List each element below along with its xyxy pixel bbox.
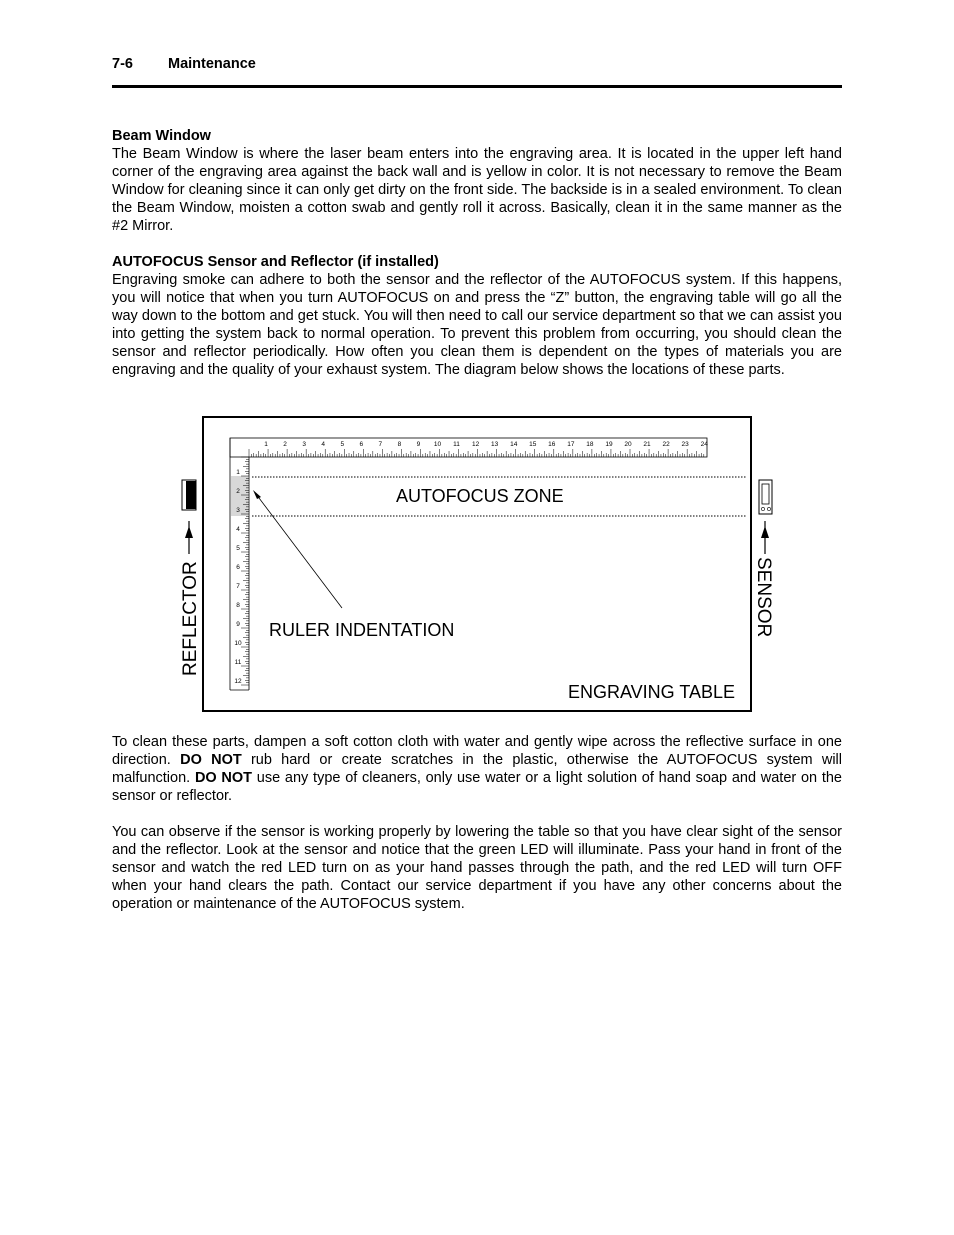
ruler-label: 14 <box>510 441 518 448</box>
header-rule <box>112 85 842 88</box>
beam-window-text: The Beam Window is where the laser beam enters into the engraving area. It is located in the upper left hand corner of the engraving area against the back wall and is yellow in color. It is not necessary to remove the Beam Window for cleaning since it can only get dirty on the front side. The backside is in a sealed environment. To clean the Beam Window, moisten a cotton swab and gently roll it across. Basically, clean it in the same manner as the #2 Mirror. <box>112 146 842 234</box>
ruler-label: 4 <box>321 441 326 448</box>
engraving-table-label: ENGRAVING TABLE <box>568 682 736 702</box>
ruler-label: 7 <box>236 583 240 590</box>
engraving-area-frame <box>203 417 751 711</box>
do-not-warning: DO NOT <box>194 770 253 786</box>
ruler-label: 1 <box>236 469 240 476</box>
ruler-label: 23 <box>681 441 689 448</box>
cleaning-text-c: use any type of cleaners, only use water or a light solution of hand soap and water on the sensor or reflector. <box>112 770 842 804</box>
ruler-label: 10 <box>234 640 242 647</box>
ruler-label: 7 <box>378 441 383 448</box>
ruler-label: 4 <box>236 526 240 533</box>
section-title: Maintenance <box>168 56 256 72</box>
ruler-label: 5 <box>340 441 345 448</box>
sensor-arrow <box>761 526 769 538</box>
cleaning-text-a: To clean these parts, dampen a soft cotton cloth with water and gently wipe across the reflective surface in one direction. <box>112 734 842 768</box>
ruler-label: 12 <box>471 441 480 448</box>
autofocus-diagram <box>176 414 776 716</box>
ruler-label: 3 <box>302 441 306 448</box>
ruler-label: 13 <box>491 441 499 448</box>
ruler-label: 12 <box>234 678 242 685</box>
page-content <box>112 127 842 379</box>
ruler-label: 17 <box>567 441 575 448</box>
autofocus-zone-label: AUTOFOCUS ZONE <box>396 486 564 506</box>
ruler-label: 1 <box>264 441 268 448</box>
ruler-label: 19 <box>605 441 613 448</box>
cleaning-text-b: rub hard or create scratches in the plastic, otherwise the AUTOFOCUS system will malfunction. <box>112 752 842 786</box>
ruler-label: 11 <box>453 441 460 448</box>
sensor-label: SENSOR <box>753 557 774 638</box>
ruler-label: 11 <box>234 659 242 666</box>
ruler-label: 21 <box>643 441 651 448</box>
ruler-label: 2 <box>283 441 287 448</box>
ruler-label: 6 <box>359 441 364 448</box>
reflector-label: REFLECTOR <box>180 561 201 676</box>
ruler-label: 9 <box>236 621 240 628</box>
reflector-arrow <box>185 526 193 538</box>
ruler-label: 10 <box>433 441 442 448</box>
page-number: 7-6 <box>112 56 133 72</box>
ruler-label: 16 <box>548 441 556 448</box>
ruler-label: 6 <box>236 564 240 571</box>
ruler-indentation-label: RULER INDENTATION <box>269 620 455 640</box>
autofocus-heading: AUTOFOCUS Sensor and Reflector (if installed) <box>112 254 439 270</box>
cleaning-content <box>112 733 842 913</box>
sensor-test-instructions: You can observe if the sensor is working properly by lowering the table so that you have clear sight of the sensor and the reflector. Look at the sensor and notice that the green LED will illuminate. Pass your hand in front of the sensor and watch the red LED turn on as your hand passes through the path, and the red LED will turn OFF when your hand clears the path. Contact our service department if you have any other concerns about the operation or maintenance of the AUTOFOCUS system. <box>112 824 842 912</box>
cleaning-instructions <box>112 733 842 805</box>
autofocus-text: Engraving smoke can adhere to both the sensor and the reflector of the AUTOFOCUS system. If this happens, you will notice that when you turn AUTOFOCUS on and press the “Z” button, the engraving table will go all the way down to the bottom and get stuck. You will then need to call our service department so that we can assist you into getting the system back to normal operation. To prevent this problem from occurring, you should clean the sensor and reflector periodically. How often you clean them is dependent on the types of materials you are engraving and the quality of your exhaust system. The diagram below shows the locations of these parts. <box>112 272 842 378</box>
ruler-label: 20 <box>624 441 632 448</box>
ruler-label: 8 <box>397 441 402 448</box>
ruler-label: 8 <box>236 602 240 609</box>
ruler-label: 3 <box>236 507 240 514</box>
ruler-label: 15 <box>529 441 537 448</box>
beam-window-heading: Beam Window <box>112 128 211 144</box>
ruler-label: 24 <box>700 441 708 448</box>
ruler-label: 22 <box>662 441 670 448</box>
ruler-label: 5 <box>236 545 240 552</box>
page-header <box>112 56 842 72</box>
ruler-label: 18 <box>586 441 594 448</box>
ruler-label: 2 <box>236 488 240 495</box>
do-not-warning: DO NOT <box>180 752 242 768</box>
ruler-label: 9 <box>416 441 421 448</box>
